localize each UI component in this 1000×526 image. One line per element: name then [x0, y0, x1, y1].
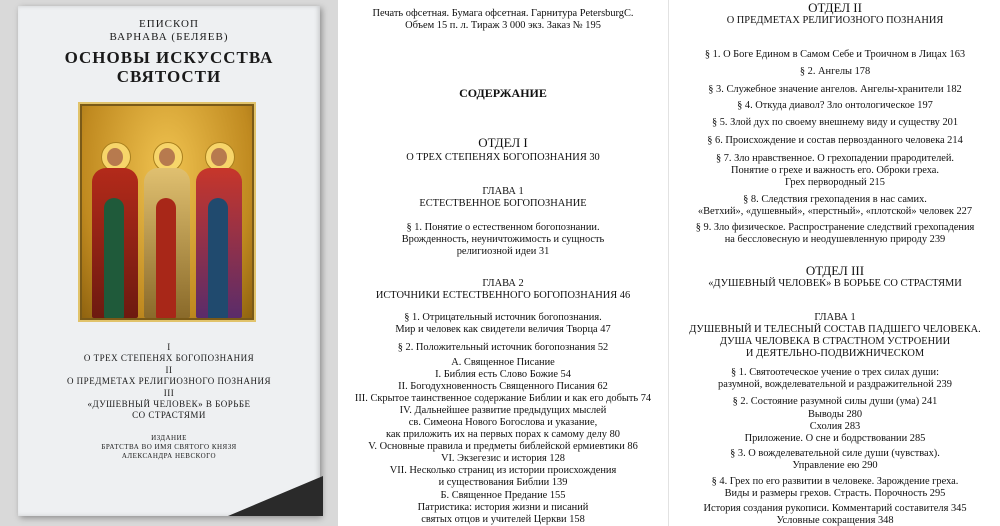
toc-entry: Грех первородный 215 — [785, 177, 885, 188]
toc-entry: Мир и человек как свидетели величия Творца 47 — [395, 324, 611, 335]
cover-corner-shadow — [228, 476, 323, 516]
toc-entry: Понятие о грехе и важность его. Оброки греха. — [730, 165, 940, 176]
cover-author — [18, 18, 320, 44]
chapter-1-title: ЕСТЕСТВЕННОЕ БОГОПОЗНАНИЕ — [419, 198, 587, 209]
chapter-1-heading-part-3: ГЛАВА 1 — [814, 312, 856, 323]
book-cover — [18, 6, 320, 516]
toc-entry: § 2. Ангелы 178 — [799, 66, 871, 77]
toc-entry: II. Богодухновенность Священного Писания 62 — [398, 381, 608, 392]
cover-publisher-line3: АЛЕКСАНДРА НЕВСКОГО — [121, 452, 217, 460]
toc-entry: «Ветхий», «душевный», «перстный», «плотской» человек 227 — [697, 206, 973, 217]
chapter-2-heading: ГЛАВА 2 — [482, 278, 524, 289]
toc-entry: и существования Библии 139 — [438, 477, 568, 488]
chapter-2-title: ИСТОЧНИКИ ЕСТЕСТВЕННОГО БОГОПОЗНАНИЯ 46 — [375, 290, 631, 301]
toc-entry: VII. Несколько страниц из истории происхождения — [389, 465, 617, 476]
contents-page-right — [668, 0, 1000, 526]
toc-entry: § 3. О вожделевательной силе души (чувствах). — [730, 448, 940, 459]
toc-entry: А. Священное Писание — [451, 357, 555, 368]
cover-part-2-numeral: II — [165, 365, 173, 375]
cover-part-3-numeral: III — [163, 388, 175, 398]
toc-entry: Приложение. О сне и бодрствовании 285 — [744, 433, 926, 444]
cover-part-3 — [18, 388, 320, 421]
contents-heading: СОДЕРЖАНИЕ — [459, 86, 547, 100]
contents-page-left — [338, 0, 668, 526]
toc-entry: на бессловесную и неодушевленную природу 239 — [724, 234, 946, 245]
toc-entry: V. Основные правила и предметы библейской ермиевтики 86 — [368, 441, 638, 452]
toc-entry: IV. Дальнейшее развитие предыдущих мыслей — [399, 405, 607, 416]
section-1-heading: ОТДЕЛ I — [478, 135, 528, 150]
toc-entry: § 4. Грех по его развитии в человеке. Зарождение греха. — [711, 476, 959, 487]
toc-entry: I. Библия есть Слово Божие 54 — [435, 369, 571, 380]
section-3-title: «ДУШЕВНЫЙ ЧЕЛОВЕК» В БОРЬБЕ СО СТРАСТЯМИ — [708, 278, 962, 289]
toc-entry: § 1. Понятие о естественном богопознании. — [406, 222, 600, 233]
toc-entry: Врожденность, неуничтожимость и сущность — [401, 234, 605, 245]
toc-entry: III. Скрытое таинственное содержание Библии и как его добыть 74 — [354, 393, 652, 404]
chapter-1-title-part-3: ДУШЕВНЫЙ И ТЕЛЕСНЫЙ СОСТАВ ПАДШЕГО ЧЕЛОВЕКА. — [689, 324, 981, 335]
toc-entry: VI. Экзегезис и история 128 — [440, 453, 566, 464]
toc-entry: § 7. Зло нравственное. О грехопадении прародителей. — [715, 153, 955, 164]
cover-title — [18, 48, 320, 86]
chapter-1-heading: ГЛАВА 1 — [482, 186, 524, 197]
toc-entry: святых отцов и учителей Церкви 158 — [421, 514, 585, 525]
cover-part-2 — [18, 365, 320, 387]
toc-entry: св. Симеона Нового Богослова и указание, — [408, 417, 598, 428]
toc-entry: § 1. Отрицательный источник богопознания. — [404, 312, 602, 323]
toc-entry: § 3. Служебное значение ангелов. Ангелы-хранители 182 — [708, 84, 962, 95]
toc-entry: Патристика: история жизни и писаний — [417, 502, 589, 513]
cover-part-3-title-line2: СО СТРАСТЯМИ — [132, 410, 206, 420]
toc-entry: Схолия 283 — [809, 421, 861, 432]
section-3-heading: ОТДЕЛ III — [805, 263, 865, 278]
toc-entry: Выводы 280 — [807, 409, 863, 420]
toc-entry: § 2. Положительный источник богопознания 52 — [397, 342, 609, 353]
cover-title-line1: ОСНОВЫ ИСКУССТВА — [64, 48, 274, 67]
cover-publisher-line2: БРАТСТВА ВО ИМЯ СВЯТОГО КНЯЗЯ — [101, 443, 237, 451]
toc-entry: § 2. Состояние разумной силы души (ума) 241 — [732, 396, 938, 407]
cover-part-1-numeral: I — [167, 342, 171, 352]
toc-entry: § 8. Следствия грехопадения в нас самих. — [743, 194, 927, 205]
toc-entry: § 1. Святоотеческое учение о трех силах души: — [731, 367, 939, 378]
toc-entry: § 6. Происхождение и состав первозданного человека 214 — [707, 135, 963, 146]
toc-entry: История создания рукописи. Комментарий составителя 345 — [703, 503, 967, 514]
section-1-title: О ТРЕХ СТЕПЕНЯХ БОГОПОЗНАНИЯ 30 — [406, 152, 600, 163]
cover-part-1 — [18, 342, 320, 364]
toc-entry: Управление ею 290 — [792, 460, 878, 471]
toc-entry: § 5. Злой дух по своему внешнему виду и существу 201 — [711, 117, 959, 128]
saints-icon-image — [82, 106, 252, 318]
toc-entry: разумной, вожделевательной и раздражительной 239 — [718, 379, 952, 390]
cover-title-line2: СВЯТОСТИ — [116, 67, 222, 86]
toc-entry: Б. Священное Предание 155 — [440, 490, 566, 501]
cover-part-2-title: О ПРЕДМЕТАХ РЕЛИГИОЗНОГО ПОЗНАНИЯ — [66, 376, 272, 386]
chapter-1-title-part-3: И ДЕЯТЕЛЬНО-ПОДВИЖНИЧЕСКОМ — [745, 348, 925, 359]
book-cover-photo — [0, 0, 338, 526]
toc-entry: Условные сокращения 348 — [776, 515, 894, 526]
toc-entry: религиозной идеи 31 — [456, 246, 550, 257]
toc-entry: § 4. Откуда диавол? Зло онтологическое 197 — [737, 100, 933, 111]
cover-publisher-line1: ИЗДАНИЕ — [151, 434, 187, 442]
cover-publisher — [18, 434, 320, 461]
toc-entry: § 9. Зло физическое. Распространение следствий грехопадения — [695, 222, 975, 233]
cover-part-1-title: О ТРЕХ СТЕПЕНЯХ БОГОПОЗНАНИЯ — [83, 353, 255, 363]
imprint-line-1: Печать офсетная. Бумага офсетная. Гарнитура PetersburgC. — [372, 8, 634, 19]
toc-entry: § 1. О Боге Едином в Самом Себе и Троичном в Лицах 163 — [704, 49, 966, 60]
chapter-1-title-part-3: ДУША ЧЕЛОВЕКА В СТРАСТНОМ УСТРОЕНИИ — [719, 336, 951, 347]
section-2-heading: ОТДЕЛ II — [808, 0, 862, 15]
cover-author-line2: ВАРНАВА (БЕЛЯЕВ) — [109, 31, 229, 43]
imprint-line-2: Объем 15 п. л. Тираж 3 000 экз. Заказ № 195 — [405, 20, 601, 31]
toc-entry: Виды и размеры грехов. Страсть. Порочность 295 — [724, 488, 946, 499]
cover-part-3-title-line1: «ДУШЕВНЫЙ ЧЕЛОВЕК» В БОРЬБЕ — [87, 399, 251, 409]
cover-author-line1: ЕПИСКОП — [139, 18, 199, 30]
section-2-title: О ПРЕДМЕТАХ РЕЛИГИОЗНОГО ПОЗНАНИЯ — [726, 15, 944, 26]
toc-entry: как приложить их на первых порах к самому делу 80 — [386, 429, 620, 440]
